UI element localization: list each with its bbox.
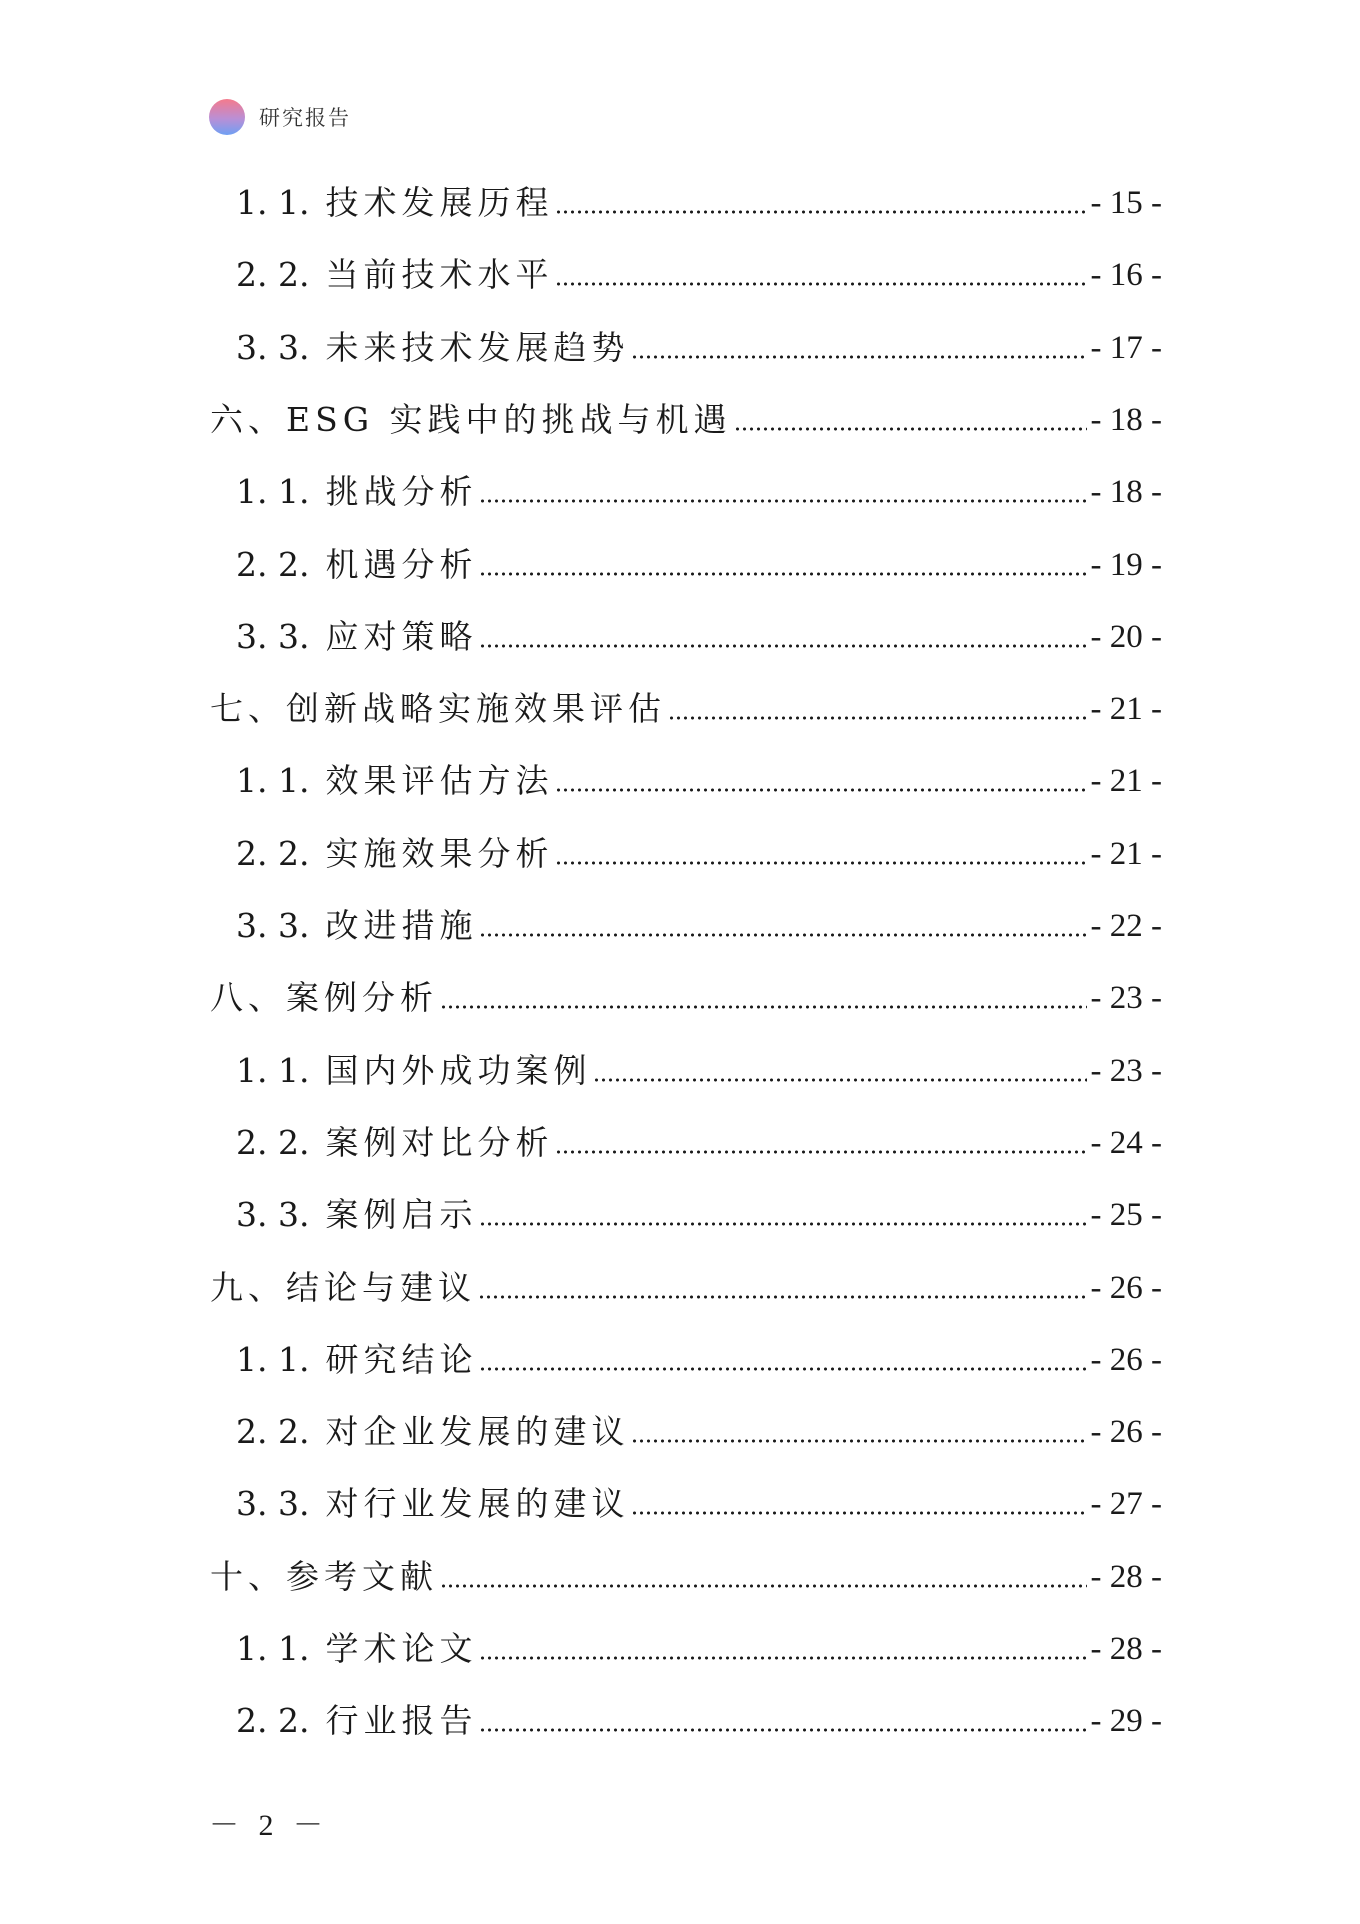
toc-section-entry[interactable] <box>236 1041 1162 1091</box>
toc-dot-leader <box>479 498 1086 504</box>
toc-section-entry[interactable] <box>236 173 1162 223</box>
toc-entry-page: - 17 - <box>1090 329 1162 366</box>
toc-entry-title <box>236 1701 477 1741</box>
toc-entry-title <box>210 1268 476 1308</box>
toc-entry-text: 行业报告 <box>325 1701 478 1741</box>
toc-dot-leader <box>555 1149 1086 1155</box>
toc-entry-title <box>236 1412 629 1452</box>
toc-dot-leader <box>593 1077 1086 1083</box>
toc-dot-leader <box>555 281 1086 287</box>
toc-chapter-entry[interactable] <box>210 968 1162 1018</box>
toc-entry-page: - 25 - <box>1090 1197 1162 1234</box>
toc-entry-text: 效果评估方法 <box>325 761 554 801</box>
toc-dot-leader <box>479 643 1086 649</box>
toc-entry-page: - 29 - <box>1090 1703 1162 1740</box>
toc-entry-page: - 18 - <box>1090 474 1162 511</box>
toc-dot-leader <box>668 715 1087 721</box>
toc-chapter-entry[interactable] <box>210 679 1162 729</box>
toc-entry-number: 2. 2. <box>236 1122 310 1162</box>
toc-chapter-entry[interactable] <box>210 390 1162 440</box>
toc-entry-text: 机遇分析 <box>325 544 478 584</box>
toc-entry-number: 1. 1. <box>236 1629 310 1668</box>
toc-entry-title <box>236 1123 553 1163</box>
toc-entry-number: 3. 3. <box>236 327 310 367</box>
toc-dot-leader <box>479 1655 1086 1661</box>
toc-chapter-entry[interactable] <box>210 1547 1162 1597</box>
toc-entry-page: - 26 - <box>1090 1341 1162 1378</box>
toc-dot-leader <box>631 1438 1086 1444</box>
toc-entry-page: - 21 - <box>1090 763 1162 800</box>
toc-entry-title <box>236 1484 629 1524</box>
toc-entry-title <box>236 834 553 874</box>
toc-section-entry[interactable] <box>236 824 1162 874</box>
toc-dot-leader <box>479 1221 1086 1227</box>
toc-dot-leader <box>440 1004 1087 1010</box>
toc-section-entry[interactable] <box>236 1185 1162 1235</box>
toc-entry-text: 十、参考文献 <box>210 1556 438 1596</box>
toc-entry-page: - 16 - <box>1090 257 1162 294</box>
toc-section-entry[interactable] <box>236 1113 1162 1163</box>
toc-entry-number: 1. 1. <box>236 1050 310 1090</box>
toc-entry-number: 2. 2. <box>236 833 310 873</box>
toc-entry-title <box>236 1051 591 1091</box>
toc-section-entry[interactable] <box>236 1619 1162 1669</box>
toc-dot-leader <box>734 426 1087 432</box>
toc-entry-page: - 27 - <box>1090 1486 1162 1523</box>
toc-section-entry[interactable] <box>236 245 1162 295</box>
toc-entry-title <box>236 255 553 295</box>
toc-section-entry[interactable] <box>236 896 1162 946</box>
toc-entry-number: 3. 3. <box>236 906 310 945</box>
toc-entry-title <box>210 689 666 729</box>
toc-entry-number: 2. 2. <box>236 1701 310 1741</box>
toc-entry-title <box>210 978 438 1018</box>
toc-entry-number: 3. 3. <box>236 616 310 656</box>
toc-entry-text: 当前技术水平 <box>325 255 554 295</box>
toc-entry-text: 对行业发展的建议 <box>325 1484 630 1524</box>
toc-entry-text: 改进措施 <box>325 906 478 945</box>
toc-entry-text: 国内外成功案例 <box>325 1050 592 1090</box>
toc-entry-page: - 24 - <box>1090 1124 1162 1161</box>
toc-section-entry[interactable] <box>236 535 1162 585</box>
toc-entry-title <box>236 1195 477 1235</box>
toc-entry-text: 案例对比分析 <box>325 1122 554 1162</box>
toc-dot-leader <box>479 571 1086 577</box>
toc-entry-text: 未来技术发展趋势 <box>325 327 630 367</box>
toc-dot-leader <box>555 209 1086 215</box>
toc-entry-page: - 21 - <box>1090 835 1162 872</box>
toc-entry-number: 1. 1. <box>236 1339 310 1379</box>
toc-dot-leader <box>631 354 1086 360</box>
toc-entry-number: 3. 3. <box>236 1195 310 1235</box>
toc-section-entry[interactable] <box>236 1691 1162 1741</box>
toc-entry-number: 1. 1. <box>236 183 310 222</box>
toc-entry-number: 2. 2. <box>236 1412 310 1452</box>
toc-dot-leader <box>479 932 1086 938</box>
toc-entry-title <box>236 1629 477 1669</box>
toc-dot-leader <box>479 1366 1086 1372</box>
toc-section-entry[interactable] <box>236 318 1162 368</box>
toc-entry-text: 八、案例分析 <box>210 978 438 1018</box>
toc-entry-number: 2. 2. <box>236 255 310 295</box>
toc-section-entry[interactable] <box>236 751 1162 801</box>
toc-entry-number: 2. 2. <box>236 544 310 584</box>
toc-entry-title <box>236 328 629 368</box>
toc-dot-leader <box>479 1727 1086 1733</box>
toc-entry-page: - 15 - <box>1090 185 1162 221</box>
page-header <box>209 98 351 136</box>
toc-entry-text: 六、ESG 实践中的挑战与机遇 <box>210 399 732 439</box>
toc-entry-text: 案例启示 <box>325 1195 478 1235</box>
toc-entry-title <box>210 1557 438 1597</box>
toc-entry-number: 1. 1. <box>236 472 310 512</box>
toc-entry-title <box>236 1340 477 1380</box>
toc-entry-page: - 28 - <box>1090 1631 1162 1667</box>
toc-entry-text: 九、结论与建议 <box>210 1267 476 1307</box>
toc-dot-leader <box>555 860 1086 866</box>
toc-entry-title <box>236 761 553 801</box>
toc-entry-page: - 26 - <box>1090 1414 1162 1451</box>
toc-entry-page: - 22 - <box>1090 908 1162 944</box>
toc-entry-title <box>236 472 477 512</box>
toc-section-entry[interactable] <box>236 1330 1162 1380</box>
toc-entry-page: - 18 - <box>1090 401 1162 438</box>
toc-entry-page: - 21 - <box>1090 691 1162 728</box>
toc-entry-text: 挑战分析 <box>325 472 478 512</box>
header-title: 研究报告 <box>259 106 351 130</box>
toc-chapter-entry[interactable] <box>210 1258 1162 1308</box>
logo-gradient-circle-icon <box>209 99 245 135</box>
toc-entry-title <box>210 400 732 440</box>
toc-section-entry[interactable] <box>236 462 1162 512</box>
toc-entry-text: 研究结论 <box>325 1339 478 1379</box>
toc-entry-title <box>236 183 553 223</box>
toc-entry-title <box>236 545 477 585</box>
toc-entry-title <box>236 617 477 657</box>
toc-entry-page: - 23 - <box>1090 980 1162 1017</box>
toc-dot-leader <box>478 1294 1087 1300</box>
toc-entry-number: 1. 1. <box>236 761 310 801</box>
toc-entry-page: - 20 - <box>1090 618 1162 655</box>
toc-entry-text: 学术论文 <box>325 1629 478 1668</box>
toc-section-entry[interactable] <box>236 1402 1162 1452</box>
toc-entry-page: - 23 - <box>1090 1052 1162 1089</box>
toc-entry-title <box>236 906 477 946</box>
toc-entry-text: 技术发展历程 <box>325 183 554 222</box>
toc-dot-leader <box>555 787 1086 793</box>
toc-entry-text: 对企业发展的建议 <box>325 1412 630 1452</box>
toc-entry-text: 应对策略 <box>325 616 478 656</box>
toc-entry-number: 3. 3. <box>236 1484 310 1524</box>
page-number: － 2 － <box>209 1809 329 1842</box>
toc-section-entry[interactable] <box>236 607 1162 657</box>
toc-entry-page: - 19 - <box>1090 546 1162 583</box>
toc-entry-text: 实施效果分析 <box>325 833 554 873</box>
toc-dot-leader <box>631 1510 1086 1516</box>
toc-section-entry[interactable] <box>236 1474 1162 1524</box>
toc-entry-page: - 28 - <box>1090 1558 1162 1595</box>
toc-dot-leader <box>440 1583 1087 1589</box>
toc-entry-page: - 26 - <box>1090 1269 1162 1306</box>
toc-entry-text: 七、创新战略实施效果评估 <box>210 689 666 729</box>
